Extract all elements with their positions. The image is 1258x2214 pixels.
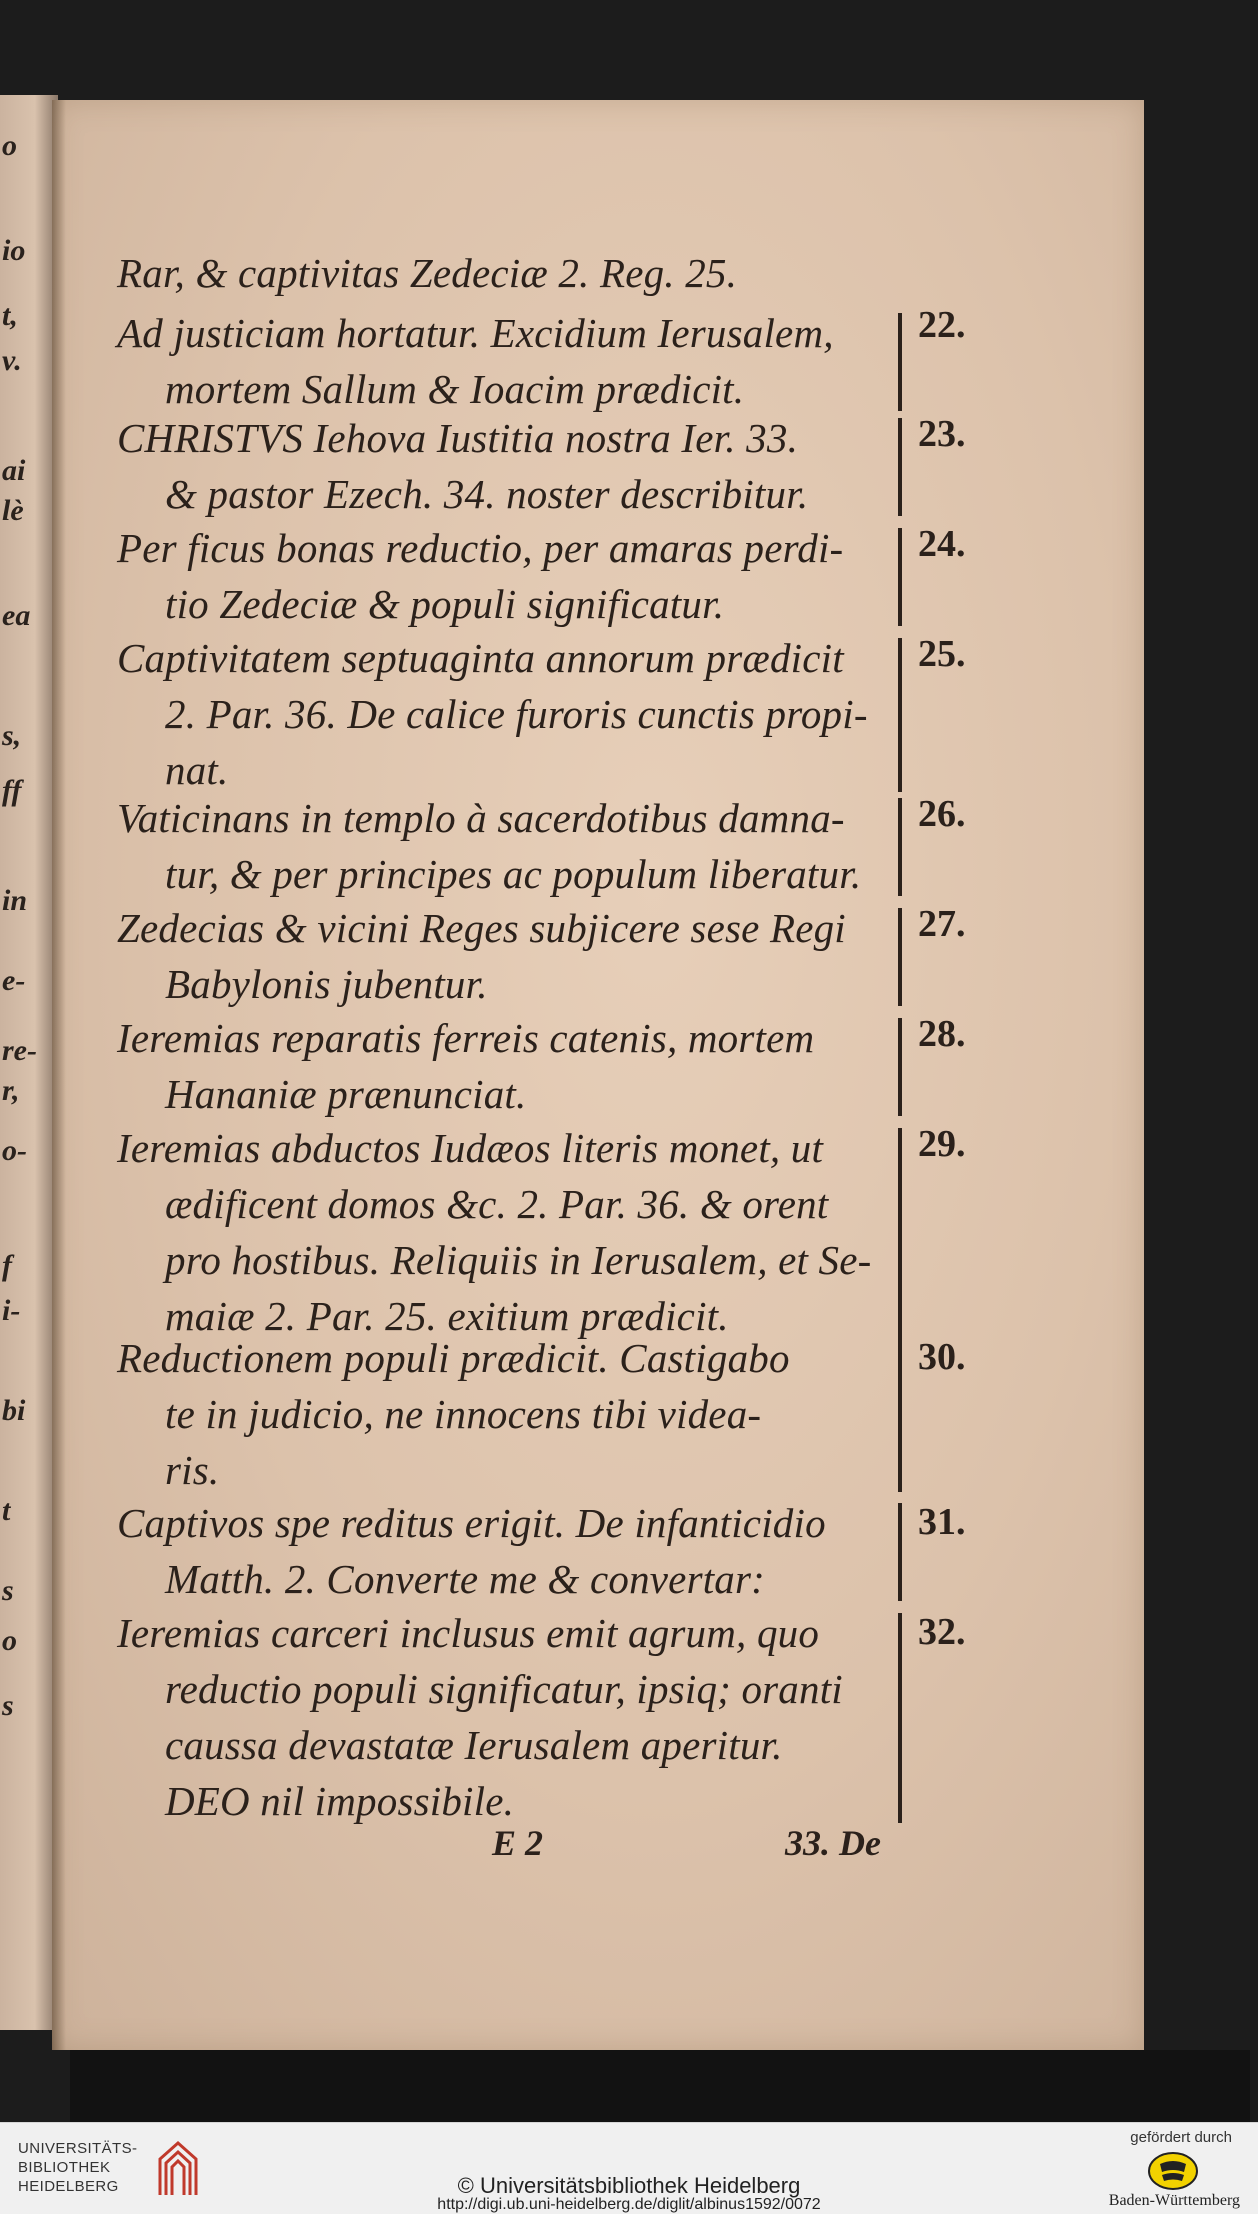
summary-line: Ieremias reparatis ferreis catenis, mortem	[117, 1015, 815, 1061]
chapter-number: 29.	[918, 1123, 966, 1165]
library-name-line: UNIVERSITÄTS-	[18, 2140, 138, 2157]
chapter-summary	[117, 305, 897, 417]
chapter-number: 32.	[918, 1611, 966, 1653]
bracket-rule	[898, 1018, 902, 1116]
catchword: 33. De	[785, 1823, 881, 1863]
chapter-number: 23.	[918, 413, 966, 455]
summary-line: Vaticinans in templo à sacerdotibus damna-	[117, 795, 845, 841]
summary-line: caussa devastatæ Ierusalem aperitur.	[165, 1722, 783, 1768]
summary-line: pro hostibus. Reliquiis in Ierusalem, et Se-	[165, 1237, 872, 1283]
state-name: Baden-Württemberg	[1108, 2192, 1240, 2209]
facing-page-text-fragments	[2, 95, 42, 2030]
summary-line: te in judicio, ne innocens tibi videa-	[165, 1391, 762, 1437]
copyright-notice: © Universitätsbibliothek Heidelberg	[457, 2173, 801, 2198]
summary-line: Ieremias abductos Iudæos literis monet, ut	[117, 1125, 824, 1171]
summary-line: Zedecias & vicini Reges subjicere sese Regi	[117, 905, 846, 951]
facing-page-fragment: bi	[2, 1394, 26, 1427]
chapter-summary	[117, 410, 897, 522]
summary-line: Hananiæ prænunciat.	[165, 1071, 527, 1117]
summary-line: CHRISTVS Iehova Iustitia nostra Ier. 33.	[117, 415, 799, 461]
bracket-rule	[898, 908, 902, 1006]
chapter-summary	[117, 900, 897, 1012]
summary-line: mortem Sallum & Ioacim prædicit.	[165, 366, 745, 412]
facing-page-fragment: o	[2, 129, 17, 162]
facing-page-fragment: s,	[2, 719, 22, 752]
bracket-rule	[898, 528, 902, 626]
summary-line: Rar, & captivitas Zedeciæ 2. Reg. 25.	[117, 250, 738, 296]
chapter-summary	[117, 245, 897, 301]
facing-page-fragment: o-	[2, 1134, 27, 1167]
facing-page-fragment: r,	[2, 1074, 20, 1107]
summary-line: ædificent domos &c. 2. Par. 36. & orent	[165, 1181, 829, 1227]
summary-line: reductio populi significatur, ipsiq; oranti	[165, 1666, 843, 1712]
summary-line: nat.	[165, 747, 229, 793]
chapter-summary	[117, 1495, 897, 1607]
chapter-number: 30.	[918, 1336, 966, 1378]
bracket-rule	[898, 1503, 902, 1601]
page-gutter-shadow	[52, 100, 66, 2050]
chapter-number: 22.	[918, 304, 966, 346]
chapter-number: 25.	[918, 633, 966, 675]
chapter-summary	[117, 1120, 897, 1344]
summary-line: DEO nil impossibile.	[165, 1778, 515, 1824]
chapter-summary	[117, 1330, 897, 1498]
facing-page-fragment: s	[2, 1689, 14, 1722]
chapter-summary	[117, 1010, 897, 1122]
summary-line: Ad justiciam hortatur. Excidium Ierusalem,	[117, 310, 834, 356]
funded-by-label: gefördert durch	[1130, 2129, 1232, 2146]
summary-line: Reductionem populi prædicit. Castigabo	[117, 1335, 790, 1381]
facing-page-fragment: o	[2, 1624, 17, 1657]
facing-page-fragment: f	[2, 1249, 12, 1282]
summary-line: & pastor Ezech. 34. noster describitur.	[165, 471, 809, 517]
facing-page-fragment: io	[2, 234, 26, 267]
facing-page-fragment: e-	[2, 964, 26, 997]
viewer-footer	[0, 2122, 1258, 2214]
summary-line: tio Zedeciæ & populi significatur.	[165, 581, 725, 627]
facing-page-fragment: re-	[2, 1034, 37, 1067]
summary-line: maiæ 2. Par. 25. exitium prædicit.	[165, 1293, 729, 1339]
bracket-rule	[898, 313, 902, 411]
facing-page-fragment: t	[2, 1494, 11, 1527]
facing-page-fragment: v.	[2, 344, 22, 377]
facing-page-fragment: in	[2, 884, 28, 917]
chapter-summary	[117, 790, 897, 902]
chapter-number: 24.	[918, 523, 966, 565]
summary-line: 2. Par. 36. De calice furoris cunctis propi-	[165, 691, 868, 737]
summary-line: Matth. 2. Converte me & convertar:	[165, 1556, 766, 1602]
bracket-rule	[898, 418, 902, 516]
state-crest-icon[interactable]	[1146, 2150, 1200, 2192]
facing-page-fragment: s	[2, 1574, 14, 1607]
library-name-line: HEIDELBERG	[18, 2178, 119, 2195]
library-name-line: BIBLIOTHEK	[18, 2159, 111, 2176]
facing-page-fragment: lè	[2, 494, 24, 527]
chapter-number: 26.	[918, 793, 966, 835]
facing-page-fragment: i-	[2, 1294, 21, 1327]
chapter-summary	[117, 1605, 897, 1829]
scan-bottom-border	[70, 2050, 1250, 2122]
summary-line: Per ficus bonas reductio, per amaras perdi-	[117, 525, 844, 571]
bracket-rule	[898, 1613, 902, 1823]
facing-page-fragment: ff	[2, 774, 22, 807]
chapter-summary	[117, 520, 897, 632]
summary-line: ris.	[165, 1447, 220, 1493]
facing-page-fragment: t,	[2, 299, 18, 332]
permalink-url[interactable]: http://digi.ub.uni-heidelberg.de/diglit/albinus1592/0072	[437, 2196, 821, 2213]
summary-line: tur, & per principes ac populum liberatur.	[165, 851, 862, 897]
chapter-number: 31.	[918, 1501, 966, 1543]
summary-line: Captivitatem septuaginta annorum prædicit	[117, 635, 844, 681]
chapter-number: 27.	[918, 903, 966, 945]
chapter-summary	[117, 630, 897, 798]
bracket-rule	[898, 798, 902, 896]
chapter-number: 28.	[918, 1013, 966, 1055]
facing-page-fragment: ea	[2, 599, 31, 632]
summary-line: Babylonis jubentur.	[165, 961, 488, 1007]
bracket-rule	[898, 638, 902, 792]
bracket-rule	[898, 1338, 902, 1492]
bracket-rule	[898, 1128, 902, 1338]
summary-line: Ieremias carceri inclusus emit agrum, quo	[117, 1610, 820, 1656]
facing-page-fragment: ai	[2, 454, 26, 487]
summary-line: Captivos spe reditus erigit. De infanticidio	[117, 1500, 826, 1546]
signature-mark: E 2	[492, 1823, 544, 1863]
